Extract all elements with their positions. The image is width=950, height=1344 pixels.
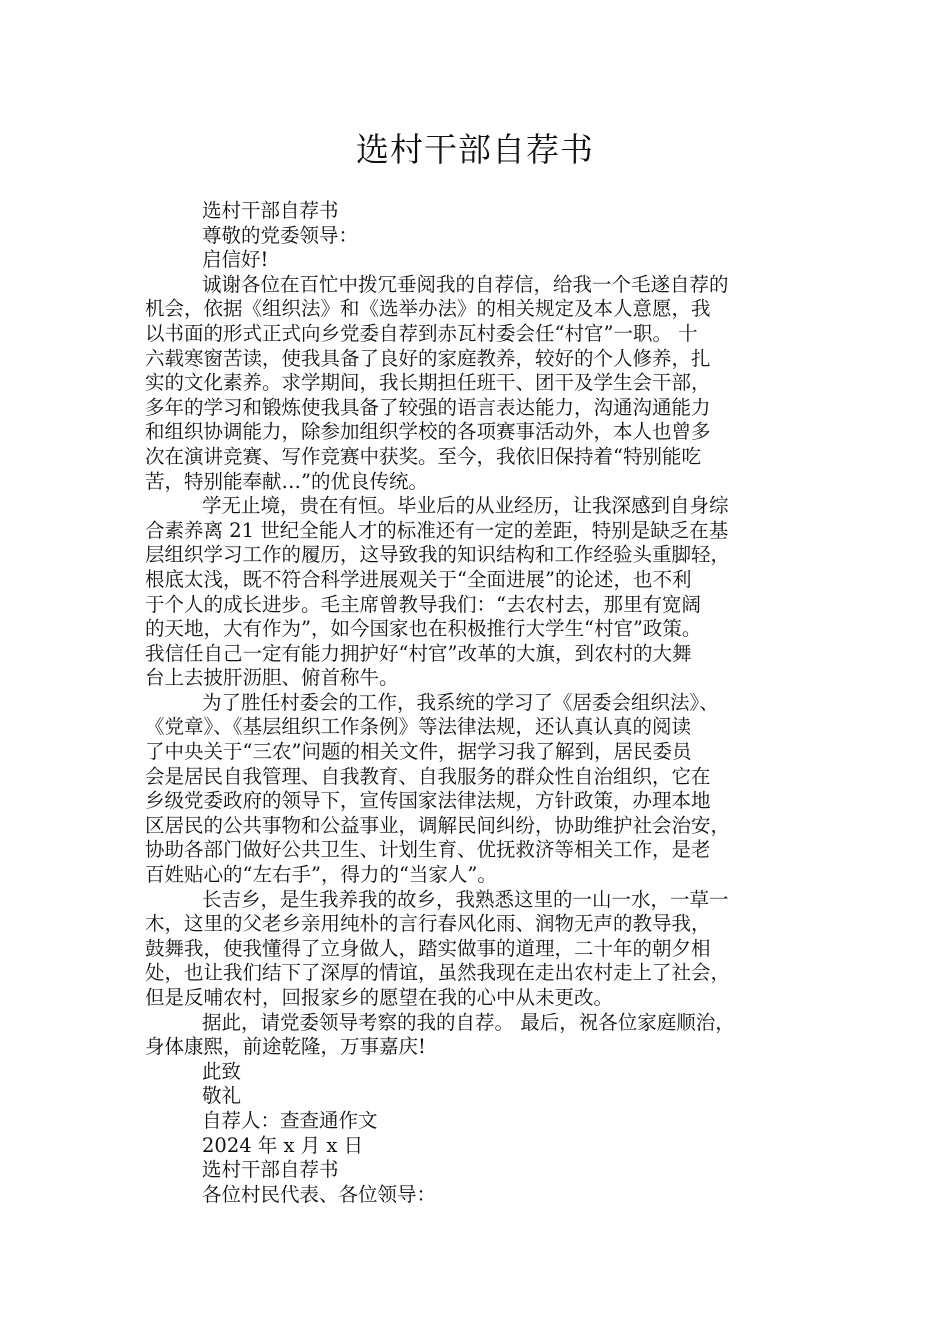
body-line: 启信好! xyxy=(202,248,269,272)
document-body xyxy=(145,199,810,1207)
document-title: 选村干部自荐书 xyxy=(356,130,594,169)
body-line: 尊敬的党委领导： xyxy=(202,223,359,247)
body-line: 2024 年 x 月 x 日 xyxy=(202,1133,364,1157)
body-line: 此致 xyxy=(202,1059,242,1083)
body-line: 根底太浅，既不符合科学进展观关于“全面进展”的论述，也不利 xyxy=(145,567,692,591)
body-line: 以书面的形式正式向乡党委自荐到赤瓦村委会任“村官”一职。 十 xyxy=(145,321,698,345)
body-line: 长吉乡，是生我养我的故乡，我熟悉这里的一山一水，一草一 xyxy=(202,887,729,911)
body-line: 机会，依据《组织法》和《选举办法》的相关规定及本人意愿，我 xyxy=(145,297,711,321)
body-line: 于个人的成长进步。毛主席曾教导我们：“去农村去，那里有宽阔 xyxy=(145,592,701,616)
body-line: 自荐人：查查通作文 xyxy=(202,1108,378,1132)
body-line: 层组织学习工作的履历，这导致我的知识结构和工作经验头重脚轻， xyxy=(145,543,731,567)
body-line: 六载寒窗苦读，使我具备了良好的家庭教养，较好的个人修养，扎 xyxy=(145,346,711,370)
body-line: 乡级党委政府的领导下，宣传国家法律法规，方针政策，办理本地 xyxy=(145,789,711,813)
body-line: 为了胜任村委会的工作，我系统的学习了《居委会组织法》、 xyxy=(202,690,719,714)
body-line: 多年的学习和锻炼使我具备了较强的语言表达能力，沟通沟通能力 xyxy=(145,395,711,419)
body-line: 鼓舞我，使我懂得了立身做人，踏实做事的道理，二十年的朝夕相 xyxy=(145,936,711,960)
body-line: 苦，特别能奉献…”的优良传统。 xyxy=(145,469,428,493)
body-line: 了中央关于“三农”问题的相关文件，据学习我了解到，居民委员 xyxy=(145,740,692,764)
body-line: 《党章》、《基层组织工作条例》等法律法规，还认真认真的阅读 xyxy=(145,715,692,739)
body-line: 身体康熙，前途乾隆，万事嘉庆! xyxy=(145,1035,426,1059)
body-line: 台上去披肝沥胆、俯首称牛。 xyxy=(145,666,399,690)
body-line: 百姓贴心的“左右手”，得力的“当家人”。 xyxy=(145,863,497,887)
body-line: 诚谢各位在百忙中拨冗垂阅我的自荐信，给我一个毛遂自荐的 xyxy=(202,272,729,296)
body-line: 实的文化素养。求学期间，我长期担任班干、团干及学生会干部， xyxy=(145,371,711,395)
body-line: 的天地，大有作为”，如今国家也在积极推行大学生“村官”政策。 xyxy=(145,617,702,641)
body-line: 区居民的公共事物和公益事业，调解民间纠纷，协助维护社会治安， xyxy=(145,813,731,837)
body-line: 选村干部自荐书 xyxy=(202,1158,339,1182)
body-line: 次在演讲竞赛、写作竞赛中获奖。至今，我依旧保持着“特别能吃 xyxy=(145,444,701,468)
body-line: 协助各部门做好公共卫生、计划生育、优抚救济等相关工作，是老 xyxy=(145,838,711,862)
body-line: 木，这里的父老乡亲用纯朴的言行春风化雨、润物无声的教导我， xyxy=(145,912,711,936)
body-line: 敬礼 xyxy=(202,1084,242,1108)
body-line: 据此，请党委领导考察的我的自荐。 最后，祝各位家庭顺治， xyxy=(202,1010,735,1034)
body-line: 处，也让我们结下了深厚的情谊，虽然我现在走出农村走上了社会， xyxy=(145,961,731,985)
body-line: 但是反哺农村，回报家乡的愿望在我的心中从未更改。 xyxy=(145,986,614,1009)
body-line: 选村干部自荐书 xyxy=(202,199,339,222)
body-line: 我信任自己一定有能力拥护好“村官”改革的大旗，到农村的大舞 xyxy=(145,641,692,665)
body-line: 和组织协调能力，除参加组织学校的各项赛事活动外，本人也曾多 xyxy=(145,420,711,444)
body-line: 会是居民自我管理、自我教育、自我服务的群众性自治组织，它在 xyxy=(145,764,711,788)
body-line: 合素养离 21 世纪全能人才的标准还有一定的差距，特别是缺乏在基 xyxy=(145,518,729,542)
body-line: 各位村民代表、各位领导： xyxy=(202,1182,437,1206)
body-line: 学无止境，贵在有恒。毕业后的从业经历，让我深感到自身综 xyxy=(202,494,729,518)
